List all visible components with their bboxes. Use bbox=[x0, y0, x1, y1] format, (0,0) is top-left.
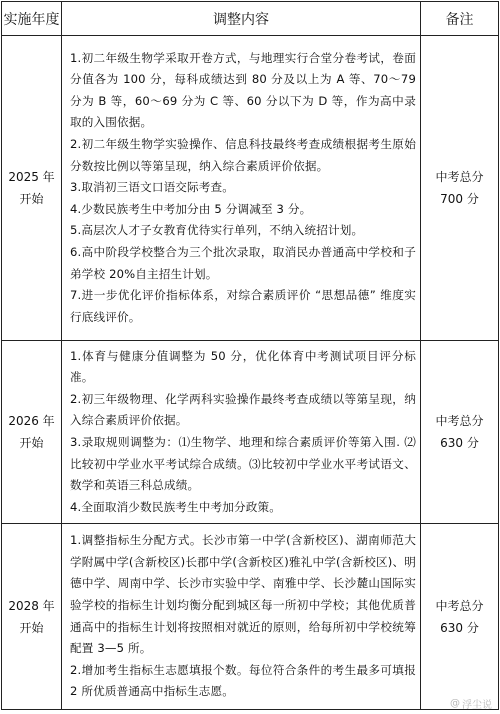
header-year: 实施年度 bbox=[2, 2, 62, 36]
year-cell bbox=[2, 36, 62, 341]
content-cell bbox=[62, 341, 421, 524]
note-line: 中考总分 bbox=[435, 170, 484, 184]
header-content: 调整内容 bbox=[62, 2, 421, 36]
year-line: 2025 年 bbox=[8, 170, 55, 184]
content-cell bbox=[62, 524, 421, 710]
content-item: 2.初三年级物理、化学两科实验操作最终考查成绩以等第呈现，纳入综合素质评价依据。 bbox=[70, 391, 416, 428]
content-item: 4.少数民族考生中考加分由 5 分调减至 3 分。 bbox=[70, 201, 312, 216]
table-header-row bbox=[2, 2, 499, 36]
table-row-2028 bbox=[2, 524, 499, 710]
content-item: 4.全面取消少数民族考生中考加分政策。 bbox=[70, 499, 282, 514]
content-item: 5.高层次人才子女教育优待实行单列，不纳入统招计划。 bbox=[70, 223, 364, 238]
note-cell bbox=[421, 36, 499, 341]
note-cell bbox=[421, 524, 499, 710]
content-cell bbox=[62, 36, 421, 341]
note-line: 中考总分 bbox=[435, 598, 484, 613]
content-item: 2.初二年级生物学实验操作、信息科技最终考查成绩根据考生原始分数按比例以等第呈现，纳入综合素质评价依据。 bbox=[70, 137, 416, 173]
content-item: 1.初二年级生物学采取开卷方式，与地理实行合堂分卷考试，卷面分值各为 100 分，每科成绩达到 80 分及以上为 A 等、70～79 分为 B 等，60～69 分为 C 等、60 分以下为 D 等，作为高中录取的入围依据。 bbox=[70, 50, 416, 130]
note-cell bbox=[421, 341, 499, 524]
table-row-2026 bbox=[2, 341, 499, 524]
watermark bbox=[450, 696, 492, 711]
year-cell bbox=[2, 341, 62, 524]
note-line: 630 分 bbox=[440, 620, 479, 635]
year-line: 开始 bbox=[19, 192, 44, 206]
year-line: 开始 bbox=[19, 620, 44, 635]
content-item: 3.录取规则调整为：⑴生物学、地理和综合素质评价等第入围. ⑵比较初中学业水平考试综合成绩。⑶比较初中学业水平考试语文、数学和英语三科总成绩。 bbox=[70, 435, 416, 493]
policy-table bbox=[1, 1, 499, 710]
year-cell bbox=[2, 524, 62, 710]
note-line: 700 分 bbox=[440, 192, 479, 206]
year-line: 2028 年 bbox=[8, 598, 55, 613]
content-item: 3.取消初三语文口语交际考查。 bbox=[70, 180, 235, 195]
table-row-2025 bbox=[2, 36, 499, 341]
header-note: 备注 bbox=[421, 2, 499, 36]
content-item: 6.高中阶段学校整合为三个批次录取，取消民办普通高中学校和子弟学校 20%自主招生计划。 bbox=[70, 244, 416, 281]
at-sign: @ bbox=[450, 698, 460, 709]
content-item: 7.进一步优化评价指标体系，对综合素质评价 “思想品德” 维度实行底线评价。 bbox=[70, 288, 416, 324]
content-item: 1.体育与健康分值调整为 50 分，优化体育中考测试项目评分标准。 bbox=[70, 348, 416, 385]
year-line: 开始 bbox=[19, 436, 44, 450]
watermark-text: 浮尘说 bbox=[462, 700, 492, 711]
content-item: 1.调整指标生分配方式。长沙市第一中学(含新校区)、湖南师范大学附属中学(含新校区)长郡中学(含新校区)雅礼中学(含新校区)、明德中学、周南中学、长沙市实验中学、南雅中学、长沙麓山国际实验学校的指标生计划均衡分配到城区每一所初中学校；其他优质普通高中的指标生计划将按照相对就近的原则，给每所初中学校统筹配置 3—5 所。 bbox=[70, 533, 416, 656]
content-item: 2.增加考生指标生志愿填报个数。每位符合条件的考生最多可填报 2 所优质普通高中指标生志愿。 bbox=[70, 662, 416, 699]
year-line: 2026 年 bbox=[8, 414, 55, 428]
note-line: 630 分 bbox=[440, 436, 479, 450]
note-line: 中考总分 bbox=[435, 414, 484, 428]
